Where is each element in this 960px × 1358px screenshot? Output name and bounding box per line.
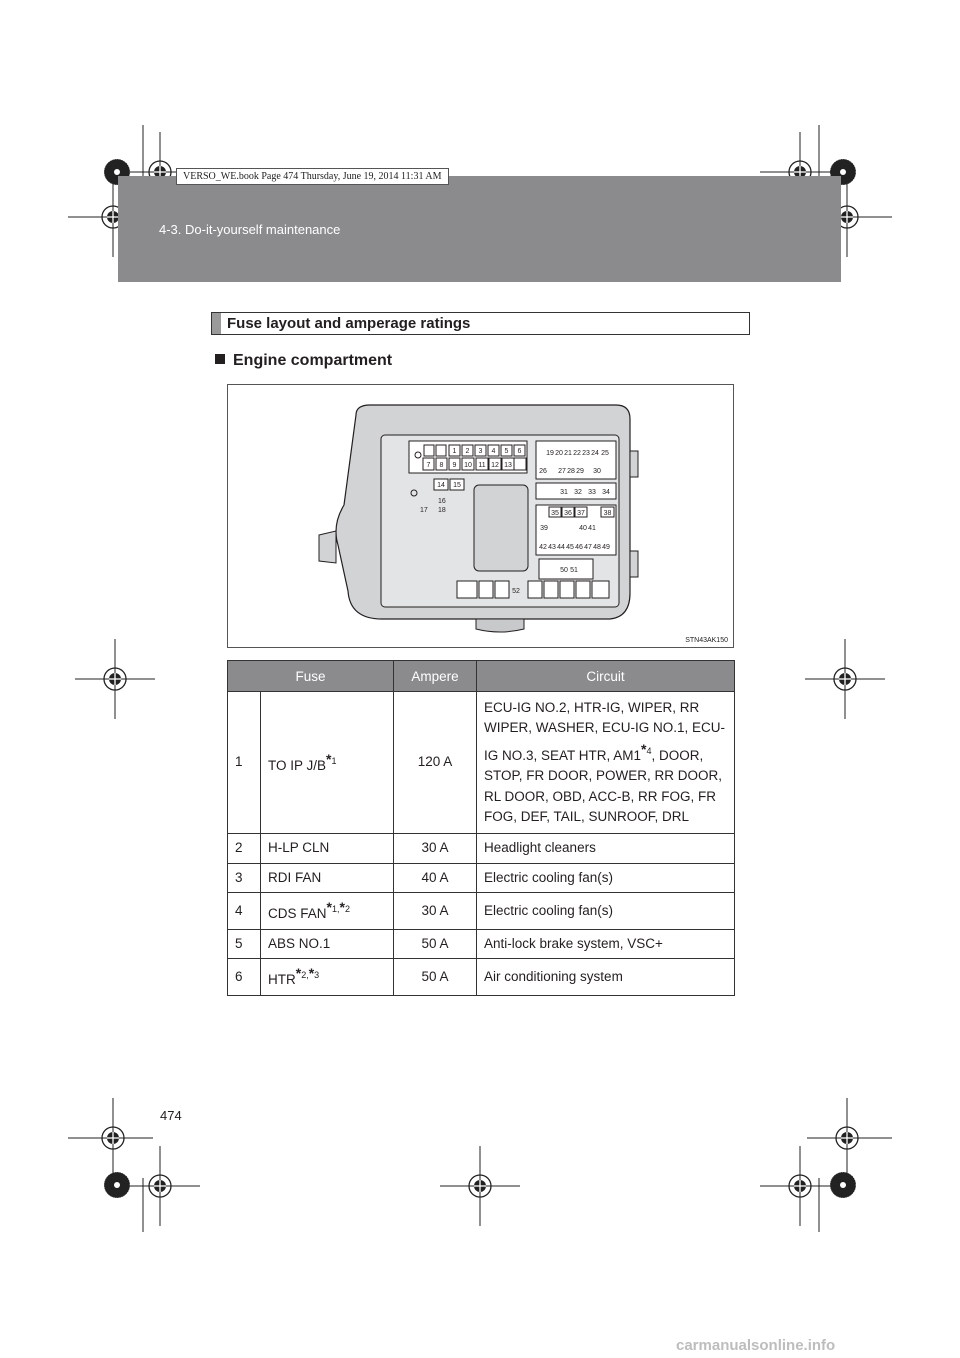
- footnote-number: 3: [314, 970, 320, 980]
- housing-right-tab-bottom: [630, 551, 638, 577]
- fuse-label-26: 26: [539, 468, 547, 475]
- fuse-label-47: 47: [584, 544, 592, 551]
- fuse-label-29: 29: [576, 468, 584, 475]
- footnote-number: 2,: [301, 970, 309, 980]
- fuse-circuit: Electric cooling fan(s): [477, 863, 735, 893]
- fuse-name: H-LP CLN: [261, 834, 394, 864]
- fuse-number: 5: [228, 929, 261, 959]
- fuse-label-51: 51: [570, 567, 578, 574]
- fuse-ampere: 50 A: [394, 959, 477, 996]
- fuse-name: [261, 893, 394, 930]
- housing-right-tab-top: [630, 451, 638, 477]
- fuse-label-35: 35: [551, 510, 559, 517]
- diagram-code: STN43AK150: [685, 637, 728, 644]
- fuse-label-37: 37: [577, 510, 585, 517]
- footnote-number: 1,: [331, 904, 340, 914]
- fuse-label-17: 17: [420, 507, 428, 514]
- fuse-circuit: Anti-lock brake system, VSC+: [477, 929, 735, 959]
- page-number: 474: [160, 1108, 182, 1123]
- fuse-label-46: 46: [575, 544, 583, 551]
- fuse-label-36: 36: [564, 510, 572, 517]
- fuse-label-21: 21: [564, 450, 572, 457]
- header-fuse: Fuse: [228, 661, 394, 692]
- fuse-label-18: 18: [438, 507, 446, 514]
- fuse-label-40: 40: [579, 525, 587, 532]
- footnote-ref: *1,*2: [326, 899, 350, 915]
- fuse-label-50: 50: [560, 567, 568, 574]
- fuse-label-20: 20: [555, 450, 563, 457]
- fuse-label-27: 27: [558, 468, 566, 475]
- fuse-name: [261, 959, 394, 996]
- fuse-label-31: 31: [560, 489, 568, 496]
- fuse-ampere: 30 A: [394, 893, 477, 930]
- fuse-label-33: 33: [588, 489, 596, 496]
- fuse-name: RDI FAN: [261, 863, 394, 893]
- fuse-name-text: CDS FAN: [268, 906, 327, 921]
- fuse-circuit: Electric cooling fan(s): [477, 893, 735, 930]
- footnote-number: 4: [646, 745, 652, 756]
- fuse-label-13: 13: [504, 462, 512, 469]
- footnote-ref: *4: [641, 740, 652, 757]
- housing-left-clip: [319, 531, 336, 563]
- fuse-name: ABS NO.1: [261, 929, 394, 959]
- fuse-ampere: 50 A: [394, 929, 477, 959]
- fuse-label-48: 48: [593, 544, 601, 551]
- heading-box: [211, 312, 750, 335]
- table-row: [228, 893, 735, 930]
- watermark: carmanualsonline.info: [676, 1337, 836, 1354]
- fuse-box-illustration: [228, 385, 733, 647]
- housing-bottom-tab: [476, 619, 524, 632]
- fuse-ampere: 120 A: [394, 692, 477, 834]
- table-row: [228, 863, 735, 893]
- fuse-number: 2: [228, 834, 261, 864]
- fuse-ampere: 40 A: [394, 863, 477, 893]
- fuse-box-diagram: [227, 384, 734, 648]
- fuse-label-42: 42: [539, 544, 547, 551]
- table-row: [228, 959, 735, 996]
- fuse-label-2: 2: [465, 448, 470, 455]
- fuse-label-6: 6: [517, 448, 522, 455]
- fuse-label-7: 7: [426, 462, 431, 469]
- table-header-row: [228, 661, 735, 692]
- fuse-label-8: 8: [439, 462, 444, 469]
- center-relay: [474, 485, 528, 571]
- fuse-table: [227, 660, 735, 996]
- fuse-cell-blank-1: [424, 445, 434, 456]
- fuse-circuit: Air conditioning system: [477, 959, 735, 996]
- fuse-row-42-49: [539, 544, 610, 551]
- table-row: [228, 929, 735, 959]
- fuse-label-41: 41: [588, 525, 596, 532]
- book-info: VERSO_WE.book Page 474 Thursday, June 19, 2014 11:31 AM: [176, 168, 449, 185]
- fuse-cell-blank-2: [436, 445, 446, 456]
- heading-title: Fuse layout and amperage ratings: [227, 315, 471, 332]
- fuse-label-28: 28: [567, 468, 575, 475]
- fuse-label-12: 12: [491, 462, 499, 469]
- fuse-label-25: 25: [601, 450, 609, 457]
- header-circuit: Circuit: [477, 661, 735, 692]
- fuse-name: [261, 692, 394, 834]
- fuse-label-52: 52: [512, 588, 520, 595]
- fuse-row-35-38: [549, 507, 614, 517]
- fuse-label-23: 23: [582, 450, 590, 457]
- circuit-text-b: , DOOR, STOP, FR DOOR, POWER, RR DOOR, RL DOOR, OBD, ACC-B, RR FOG, FR FOG, DEF, TAIL, SUNROOF, DRL: [484, 747, 723, 824]
- fuse-label-15: 15: [453, 482, 461, 489]
- sub-heading: [215, 352, 392, 370]
- footnote-ref: *1: [326, 750, 337, 767]
- fuse-label-32: 32: [574, 489, 582, 496]
- fuse-number: 4: [228, 893, 261, 930]
- fuse-label-11: 11: [478, 462, 486, 469]
- footnote-ref: *2,*3: [295, 965, 320, 981]
- fuse-number: 1: [228, 692, 261, 834]
- fuse-label-10: 10: [464, 462, 472, 469]
- fuse-label-39: 39: [540, 525, 548, 532]
- fuse-name-text: HTR: [268, 972, 296, 987]
- bottom-relay-row: [457, 581, 609, 598]
- fuse-label-44: 44: [557, 544, 565, 551]
- circuit-text-a: ECU-IG NO.2, HTR-IG, WIPER, RR WIPER, WASHER, ECU-IG NO.1, ECU-IG NO.3, SEAT HTR, AM1: [484, 699, 726, 763]
- header-ampere: Ampere: [394, 661, 477, 692]
- fuse-label-1: 1: [452, 448, 457, 455]
- fuse-ampere: 30 A: [394, 834, 477, 864]
- fuse-label-22: 22: [573, 450, 581, 457]
- section-label: 4-3. Do-it-yourself maintenance: [159, 222, 341, 237]
- fuse-label-38: 38: [603, 510, 612, 517]
- fuse-label-14: 14: [437, 482, 445, 489]
- table-row: [228, 692, 735, 834]
- fuse-number: 3: [228, 863, 261, 893]
- square-bullet-icon: [215, 354, 225, 364]
- fuse-label-43: 43: [548, 544, 556, 551]
- fuse-label-45: 45: [566, 544, 574, 551]
- fuse-label-19: 19: [546, 450, 554, 457]
- fuse-cell-blank-3: [514, 458, 526, 470]
- fuse-label-24: 24: [591, 450, 599, 457]
- fuse-label-49: 49: [602, 544, 610, 551]
- fuse-label-4: 4: [491, 448, 496, 455]
- sub-heading-text: Engine compartment: [233, 352, 393, 369]
- fuse-circuit: Headlight cleaners: [477, 834, 735, 864]
- fuse-name-text: TO IP J/B: [268, 757, 327, 773]
- footnote-number: 2: [344, 904, 350, 914]
- fuse-label-3: 3: [478, 448, 483, 455]
- fuse-row-7-13: [423, 458, 514, 470]
- fuse-label-34: 34: [602, 489, 610, 496]
- heading-bar: [212, 313, 221, 334]
- table-row: [228, 834, 735, 864]
- fuse-label-9: 9: [452, 462, 457, 469]
- footnote-number: 1: [331, 755, 337, 766]
- fuse-circuit: [477, 692, 735, 834]
- fuse-label-30: 30: [593, 468, 601, 475]
- fuse-label-16: 16: [438, 498, 446, 505]
- fuse-label-5: 5: [504, 448, 509, 455]
- fuse-number: 6: [228, 959, 261, 996]
